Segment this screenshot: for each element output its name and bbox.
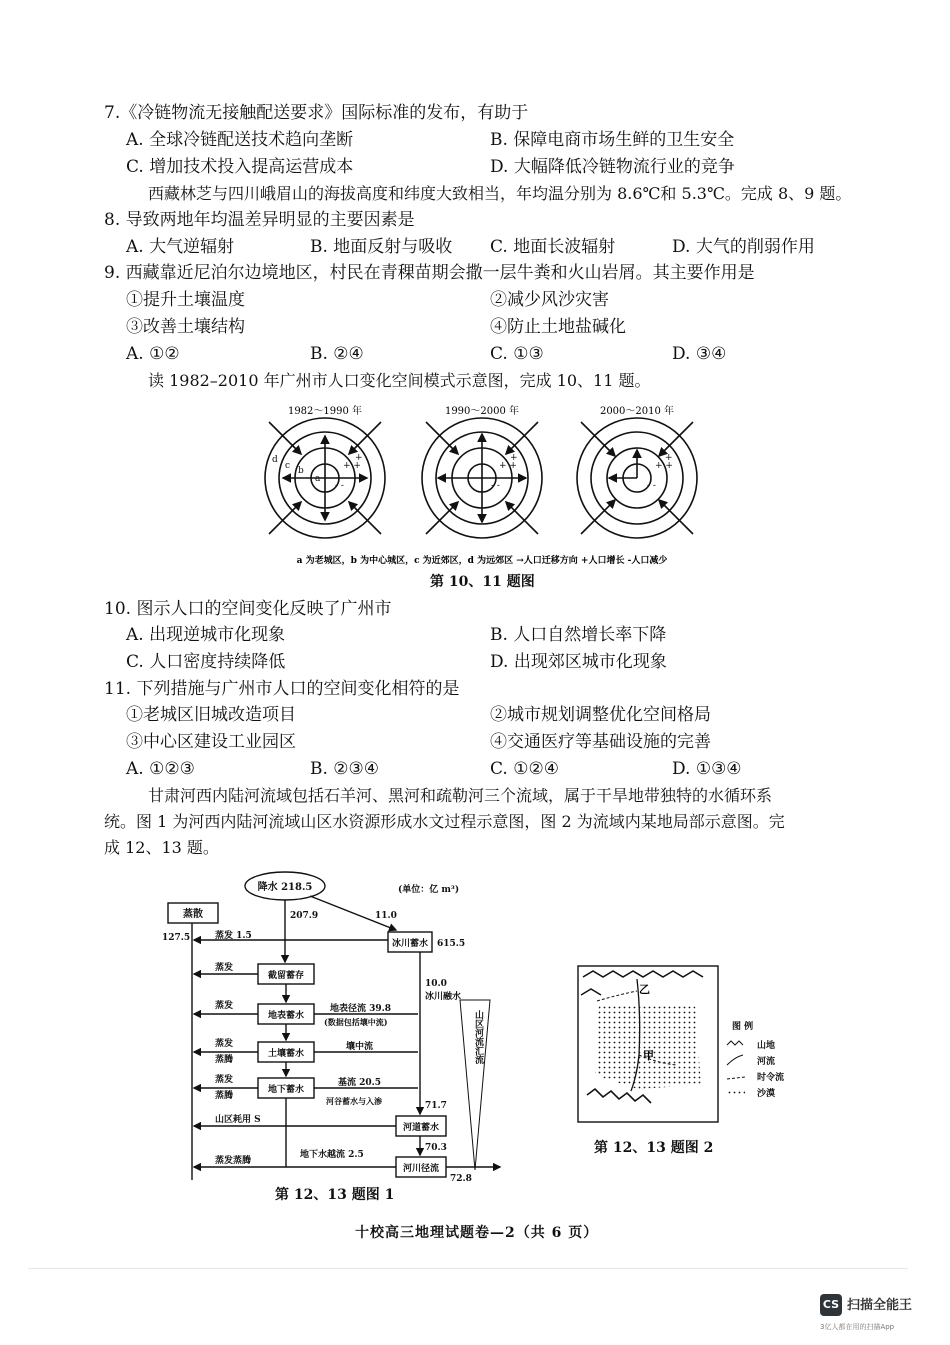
value-207-9: 207.9 <box>290 911 319 921</box>
svg-text:+: + <box>355 453 363 463</box>
panel-title-1: 1982～1990 年 <box>287 406 363 417</box>
melt-label: 冰川融水 <box>425 992 462 1002</box>
q11-option-d: D. ①③④ <box>672 759 742 779</box>
svg-text:+ +: + + <box>655 461 673 471</box>
panel-2000-2010 <box>577 418 697 538</box>
desert-icon <box>727 1089 745 1096</box>
q11-statement-4: ④交通医疗等基础设施的完善 <box>490 732 711 752</box>
svg-text:- -: - - <box>335 481 344 491</box>
runoff-label: 地表径流 39.8 <box>330 1004 392 1014</box>
svg-text:+: + <box>510 453 518 463</box>
mountain-icon <box>727 1041 743 1045</box>
scanner-name: 扫描全能王 <box>847 1298 913 1313</box>
q7-option-d: D. 大幅降低冷链物流行业的竞争 <box>490 157 735 177</box>
q10-option-a: A. 出现逆城市化现象 <box>126 625 286 645</box>
q9-option-c: C. ①③ <box>490 344 544 364</box>
hydrology-diagram <box>160 870 530 1185</box>
ring-label-d: d <box>272 455 278 465</box>
panel-1990-2000 <box>422 418 542 538</box>
page-divider <box>28 1268 908 1269</box>
value-127-5: 127.5 <box>162 933 191 943</box>
channel-label: 河道蓄水 <box>402 1123 440 1133</box>
river-icon <box>727 1055 743 1065</box>
q9-stem: 9. 西藏靠近尼泊尔边境地区，村民在青稞苗期会撒一层牛粪和火山岩屑。其主要作用是 <box>104 263 755 283</box>
baseflow-label: 基流 20.5 <box>338 1078 382 1088</box>
scanner-tagline: 3亿人都在用的扫描App <box>820 1323 895 1331</box>
intro-q12-13-line1: 甘肃河西内陆河流域包括石羊河、黑河和疏勒河三个流域，属于干旱地带独特的水循环系 <box>148 786 773 805</box>
evap-label-3: 蒸发 <box>215 1039 234 1049</box>
evap-1-5: 蒸发 1.5 <box>215 931 252 941</box>
mountain-use-label: 山区耗用 S <box>215 1115 261 1125</box>
q11-stem: 11. 下列措施与广州市人口的空间变化相符的是 <box>104 679 460 699</box>
soil-label: 土壤蓄水 <box>267 1049 305 1059</box>
q9-option-a: A. ①② <box>126 344 180 364</box>
evap-label-2: 蒸发 <box>215 1001 234 1011</box>
panel-title-3: 2000～2010 年 <box>599 406 675 417</box>
q10-option-b: B. 人口自然增长率下降 <box>490 625 667 645</box>
legend-seasonal: 时令流 <box>757 1073 785 1083</box>
interflow-label: 壤中流 <box>346 1042 374 1052</box>
q9-option-b: B. ②④ <box>310 344 364 364</box>
value-615-5: 615.5 <box>437 939 466 949</box>
map-label-yi: 乙 <box>639 983 650 996</box>
evap-label-4: 蒸发 <box>215 1075 234 1085</box>
ring-label-c: c <box>285 461 291 471</box>
q8-option-b: B. 地面反射与吸收 <box>310 237 453 257</box>
intercept-label: 截留蓄存 <box>267 971 305 981</box>
q9-statement-3: ③改善土壤结构 <box>126 317 245 337</box>
q7-option-b: B. 保障电商市场生鲜的卫生安全 <box>490 130 735 150</box>
q8-option-d: D. 大气的削弱作用 <box>672 237 815 257</box>
evap-box-label: 蒸散 <box>183 909 203 920</box>
intro-q12-13-line3: 成 12、13 题。 <box>104 838 219 857</box>
q7-option-a: A. 全球冷链配送技术趋向垄断 <box>126 130 354 150</box>
svg-text:+: + <box>665 453 673 463</box>
panel-1982-1990 <box>265 418 385 538</box>
seasonal-stream-icon <box>727 1077 745 1079</box>
intro-q10-11: 读 1982–2010 年广州市人口变化空间模式示意图，完成 10、11 题。 <box>148 371 651 390</box>
value-71-7: 71.7 <box>425 1101 447 1111</box>
runoff-note: (数据包括壤中流) <box>324 1017 388 1027</box>
map-label-jia: 甲 <box>643 1049 654 1062</box>
panel-title-2: 1990～2000 年 <box>444 406 520 417</box>
legend-river: 河流 <box>757 1057 776 1067</box>
q11-option-b: B. ②③④ <box>310 759 380 779</box>
q11-statement-3: ③中心区建设工业园区 <box>126 732 296 752</box>
value-11-0: 11.0 <box>375 911 397 921</box>
legend-mountain: 山地 <box>757 1041 776 1051</box>
q11-option-c: C. ①②④ <box>490 759 559 779</box>
q11-statement-2: ②城市规划调整优化空间格局 <box>490 705 711 725</box>
fig1-caption: 第 12、13 题图 1 <box>275 1187 395 1203</box>
fig1011-caption: 第 10、11 题图 <box>430 574 535 590</box>
transpire-label-2: 蒸腾 <box>215 1091 234 1101</box>
local-map <box>577 965 787 1125</box>
svg-text:- -: - - <box>491 481 500 491</box>
scanner-watermark <box>820 1290 940 1335</box>
q10-stem: 10. 图示人口的空间变化反映了广州市 <box>104 599 392 619</box>
river-label: 河川径流 <box>402 1164 440 1174</box>
svg-text:+ +: + + <box>499 461 517 471</box>
precip-label: 降水 218.5 <box>257 882 313 893</box>
fig1011-legend: a 为老城区，b 为中心城区，c 为近郊区，d 为远郊区 →人口迁移方向 +人口增长 -人口减少 <box>296 556 668 566</box>
melt-value: 10.0 <box>425 979 447 989</box>
q7-option-c: C. 增加技术投入提高运营成本 <box>126 157 354 177</box>
q11-option-a: A. ①②③ <box>126 759 195 779</box>
svg-text:- -: - - <box>647 481 656 491</box>
q9-statement-1: ①提升土壤温度 <box>126 290 245 310</box>
ring-label-b: b <box>298 466 304 476</box>
q11-statement-1: ①老城区旧城改造项目 <box>126 705 296 725</box>
q8-option-a: A. 大气逆辐射 <box>126 237 235 257</box>
ground-label: 地下蓄水 <box>267 1085 305 1095</box>
gw-over-label: 地下水越流 2.5 <box>300 1150 364 1160</box>
legend-title: 图 例 <box>732 1022 754 1032</box>
evap-trans-label: 蒸发蒸腾 <box>215 1156 252 1166</box>
intro-q8-9: 西藏林芝与四川峨眉山的海拔高度和纬度大致相当，年均温分别为 8.6℃和 5.3℃。完成 8、9 题。 <box>148 184 852 203</box>
q9-statement-4: ④防止土地盐碱化 <box>490 317 626 337</box>
q7-stem: 7.《冷链物流无接触配送要求》国际标准的发布，有助于 <box>104 103 529 123</box>
transpire-label-1: 蒸腾 <box>215 1055 234 1065</box>
ring-label-a: a <box>315 474 321 484</box>
surface-label: 地表蓄水 <box>267 1011 305 1021</box>
page-footer: 十校高三地理试题卷—2（共 6 页） <box>355 1225 599 1241</box>
q9-option-d: D. ③④ <box>672 344 727 364</box>
value-70-3: 70.3 <box>425 1143 447 1153</box>
legend-desert: 沙漠 <box>757 1089 776 1099</box>
svg-text:+ +: + + <box>343 461 361 471</box>
value-72-8: 72.8 <box>450 1174 472 1184</box>
population-change-figure <box>255 398 715 570</box>
scanner-logo-icon: CS <box>820 1294 842 1316</box>
q10-option-d: D. 出现郊区城市化现象 <box>490 652 667 672</box>
q8-option-c: C. 地面长波辐射 <box>490 237 616 257</box>
valley-label: 河谷蓄水与入渗 <box>326 1096 382 1106</box>
q8-stem: 8. 导致两地年均温差异明显的主要因素是 <box>104 210 415 230</box>
q10-option-c: C. 人口密度持续降低 <box>126 652 286 672</box>
q9-statement-2: ②减少风沙灾害 <box>490 290 609 310</box>
vertical-label: 山区河流汇流 <box>473 1010 483 1064</box>
intro-q12-13-line2: 统。图 1 为河西内陆河流域山区水资源形成水文过程示意图，图 2 为流域内某地局部示意图。完 <box>104 812 785 831</box>
glacier-label: 冰川蓄水 <box>391 939 429 949</box>
evap-label-1: 蒸发 <box>215 963 234 973</box>
fig2-caption: 第 12、13 题图 2 <box>594 1140 714 1156</box>
unit-label: (单位：亿 m³) <box>398 885 460 895</box>
